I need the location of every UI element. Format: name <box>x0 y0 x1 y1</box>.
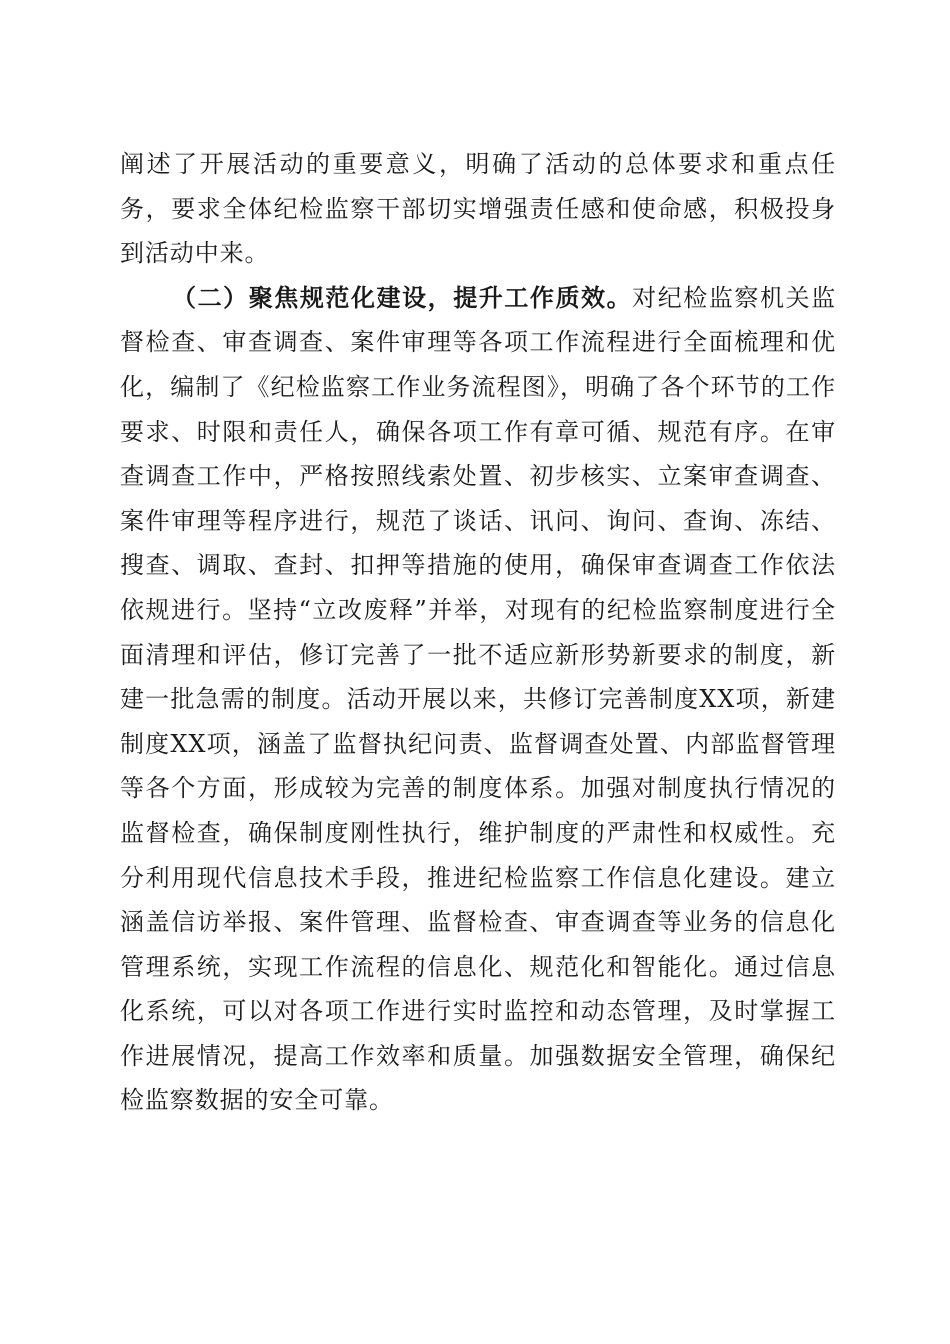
document-body <box>120 142 836 1123</box>
paragraph-body-text: 对纪检监察机关监督检查、审查调查、案件审理等各项工作流程进行全面梳理和优化，编制了《纪检监察工作业务流程图》，明确了各个环节的工作要求、时限和责任人，确保各项工作有章可循、规范有序。在审查调查工作中，严格按照线索处置、初步核实、立案审查调查、案件审理等程序进行，规范了谈话、讯问、询问、查询、冻结、搜查、调取、查封、扣押等措施的使用，确保审查调查工作依法依规进行。坚持“立改废释”并举，对现有的纪检监察制度进行全面清理和评估，修订完善了一批不适应新形势新要求的制度，新建一批急需的制度。活动开展以来，共修订完善制度XX项，新建制度XX项，涵盖了监督执纪问责、监督调查处置、内部监督管理等各个方面，形成较为完善的制度体系。加强对制度执行情况的监督检查，确保制度刚性执行，维护制度的严肃性和权威性。充分利用现代信息技术手段，推进纪检监察工作信息化建设。建立涵盖信访举报、案件管理、监督检查、审查调查等业务的信息化管理系统，实现工作流程的信息化、规范化和智能化。通过信息化系统，可以对各项工作进行实时监控和动态管理，及时掌握工作进展情况，提高工作效率和质量。加强数据安全管理，确保纪检监察数据的安全可靠。 <box>120 283 837 1115</box>
section-heading-inline: （二）聚焦规范化建设，提升工作质效。 <box>172 282 633 312</box>
paragraph-section-two <box>120 276 836 1123</box>
paragraph-continuation: 阐述了开展活动的重要意义，明确了活动的总体要求和重点任务，要求全体纪检监察干部切实增强责任感和使命感，积极投身到活动中来。 <box>120 150 836 268</box>
